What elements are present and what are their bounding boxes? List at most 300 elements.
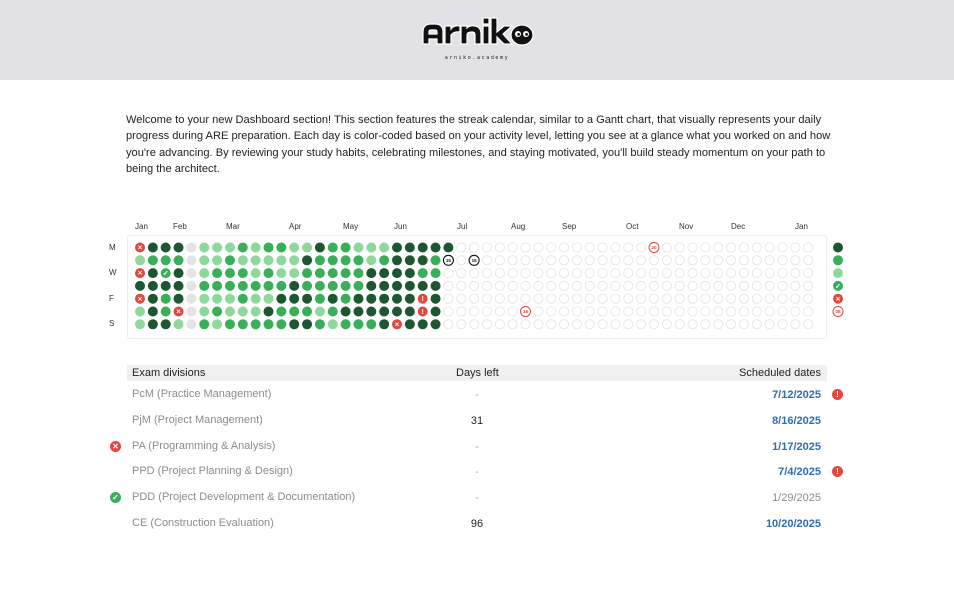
future-day[interactable]: [572, 281, 581, 290]
calendar-day[interactable]: [418, 243, 428, 253]
future-day[interactable]: [547, 307, 556, 316]
calendar-day[interactable]: [392, 281, 402, 291]
calendar-day[interactable]: [833, 243, 843, 253]
calendar-day[interactable]: [405, 255, 415, 265]
calendar-day[interactable]: [135, 307, 145, 317]
calendar-day[interactable]: [264, 268, 274, 278]
calendar-day[interactable]: [418, 281, 428, 291]
calendar-day[interactable]: [212, 243, 222, 253]
calendar-day[interactable]: [431, 268, 441, 278]
future-day[interactable]: [727, 294, 736, 303]
calendar-day[interactable]: [418, 268, 428, 278]
future-day[interactable]: [727, 281, 736, 290]
future-day[interactable]: [714, 269, 723, 278]
calendar-day[interactable]: [353, 243, 363, 253]
future-day[interactable]: [739, 320, 748, 329]
future-day[interactable]: [521, 281, 530, 290]
future-day[interactable]: [804, 320, 813, 329]
calendar-day[interactable]: [238, 268, 248, 278]
calendar-day[interactable]: [199, 294, 209, 304]
calendar-day[interactable]: [212, 255, 222, 265]
calendar-day[interactable]: [302, 319, 312, 329]
calendar-day[interactable]: [276, 255, 286, 265]
future-day[interactable]: [791, 243, 800, 252]
future-day[interactable]: [752, 243, 761, 252]
future-day[interactable]: [559, 243, 568, 252]
calendar-day[interactable]: [833, 268, 843, 278]
future-day[interactable]: [778, 243, 787, 252]
calendar-day[interactable]: [431, 281, 441, 291]
calendar-day[interactable]: [251, 294, 261, 304]
future-day[interactable]: [804, 281, 813, 290]
calendar-day[interactable]: [315, 243, 325, 253]
future-day[interactable]: [752, 320, 761, 329]
calendar-day[interactable]: [353, 307, 363, 317]
calendar-day[interactable]: [405, 243, 415, 253]
future-day[interactable]: [470, 243, 479, 252]
future-day[interactable]: [688, 307, 697, 316]
future-day[interactable]: [688, 269, 697, 278]
exam-scheduled-date[interactable]: 7/4/2025: [778, 466, 821, 479]
future-day[interactable]: [585, 307, 594, 316]
exam-division-name[interactable]: CE (Construction Evaluation): [132, 517, 274, 529]
calendar-day[interactable]: [238, 319, 248, 329]
future-day[interactable]: [572, 243, 581, 252]
future-day[interactable]: [688, 281, 697, 290]
calendar-day[interactable]: [199, 255, 209, 265]
calendar-day[interactable]: [366, 307, 376, 317]
future-day[interactable]: [675, 243, 684, 252]
future-day[interactable]: [470, 307, 479, 316]
future-day[interactable]: [585, 243, 594, 252]
future-day[interactable]: [637, 269, 646, 278]
future-day[interactable]: [598, 256, 607, 265]
calendar-day[interactable]: [276, 243, 286, 253]
future-day[interactable]: [534, 294, 543, 303]
calendar-day[interactable]: [302, 255, 312, 265]
future-day[interactable]: [482, 256, 491, 265]
calendar-day[interactable]: [341, 294, 351, 304]
future-day[interactable]: [495, 256, 504, 265]
future-day[interactable]: [637, 294, 646, 303]
future-day[interactable]: [611, 320, 620, 329]
calendar-day[interactable]: [264, 307, 274, 317]
calendar-day[interactable]: [353, 294, 363, 304]
future-day[interactable]: [701, 256, 710, 265]
future-day[interactable]: [662, 243, 671, 252]
calendar-day[interactable]: [212, 319, 222, 329]
calendar-day[interactable]: [431, 294, 441, 304]
future-day[interactable]: [482, 320, 491, 329]
alert-icon[interactable]: !: [832, 466, 843, 477]
future-day[interactable]: [572, 256, 581, 265]
calendar-day[interactable]: [161, 255, 171, 265]
future-day[interactable]: [495, 269, 504, 278]
future-day[interactable]: [508, 320, 517, 329]
calendar-day[interactable]: [161, 319, 171, 329]
future-day[interactable]: [495, 320, 504, 329]
future-day[interactable]: [778, 256, 787, 265]
future-day[interactable]: [752, 256, 761, 265]
exam-division-name[interactable]: PPD (Project Planning & Design): [132, 465, 293, 478]
calendar-day[interactable]: [405, 268, 415, 278]
calendar-day[interactable]: [264, 281, 274, 291]
future-day[interactable]: [559, 294, 568, 303]
calendar-day[interactable]: [174, 319, 184, 329]
future-day[interactable]: [804, 269, 813, 278]
alert-icon[interactable]: !: [832, 389, 843, 400]
calendar-day[interactable]: [366, 281, 376, 291]
calendar-day[interactable]: [341, 319, 351, 329]
future-day[interactable]: [662, 269, 671, 278]
future-day[interactable]: [714, 320, 723, 329]
calendar-day[interactable]: [212, 281, 222, 291]
calendar-day[interactable]: [405, 294, 415, 304]
calendar-day[interactable]: [135, 281, 145, 291]
calendar-day[interactable]: [353, 281, 363, 291]
exam-scheduled-date[interactable]: 8/16/2025: [772, 414, 821, 427]
calendar-day[interactable]: [366, 294, 376, 304]
calendar-day[interactable]: [199, 307, 209, 317]
calendar-day[interactable]: [328, 255, 338, 265]
calendar-day[interactable]: [353, 319, 363, 329]
exam-division-name[interactable]: PA (Programming & Analysis): [132, 439, 276, 452]
calendar-day[interactable]: [289, 319, 299, 329]
calendar-day[interactable]: [251, 243, 261, 253]
future-day[interactable]: [688, 294, 697, 303]
calendar-day[interactable]: [443, 243, 453, 253]
future-day[interactable]: [534, 256, 543, 265]
future-day[interactable]: [611, 281, 620, 290]
calendar-day[interactable]: [161, 307, 171, 317]
future-day[interactable]: [624, 256, 633, 265]
calendar-day[interactable]: [238, 243, 248, 253]
calendar-day[interactable]: [264, 243, 274, 253]
calendar-day[interactable]: [212, 307, 222, 317]
calendar-day[interactable]: [392, 268, 402, 278]
future-day[interactable]: [637, 320, 646, 329]
future-day[interactable]: [547, 281, 556, 290]
calendar-day[interactable]: [174, 268, 184, 278]
future-day[interactable]: [598, 243, 607, 252]
exam-scheduled-date[interactable]: 10/20/2025: [765, 518, 821, 530]
calendar-day[interactable]: [148, 268, 158, 278]
calendar-day[interactable]: [315, 255, 325, 265]
calendar-day[interactable]: [135, 255, 145, 265]
future-day[interactable]: [701, 320, 710, 329]
future-day[interactable]: [765, 307, 774, 316]
future-day[interactable]: [624, 281, 633, 290]
calendar-day[interactable]: [431, 255, 441, 265]
calendar-day[interactable]: [251, 319, 261, 329]
calendar-day[interactable]: [315, 319, 325, 329]
calendar-day[interactable]: [405, 307, 415, 317]
calendar-day[interactable]: [174, 255, 184, 265]
calendar-day[interactable]: [174, 243, 184, 253]
calendar-day[interactable]: [238, 281, 248, 291]
future-day[interactable]: [559, 256, 568, 265]
future-day[interactable]: [482, 269, 491, 278]
future-day[interactable]: [611, 269, 620, 278]
future-day[interactable]: [495, 307, 504, 316]
future-day[interactable]: [611, 243, 620, 252]
future-day[interactable]: [611, 294, 620, 303]
future-day[interactable]: [662, 281, 671, 290]
future-day[interactable]: [804, 243, 813, 252]
future-day[interactable]: [624, 269, 633, 278]
future-day[interactable]: [701, 243, 710, 252]
future-day[interactable]: [611, 307, 620, 316]
calendar-day[interactable]: [366, 255, 376, 265]
future-day[interactable]: [559, 320, 568, 329]
future-day[interactable]: [444, 320, 453, 329]
calendar-day[interactable]: [289, 281, 299, 291]
calendar-day[interactable]: [161, 243, 171, 253]
calendar-day[interactable]: [251, 255, 261, 265]
calendar-day[interactable]: [186, 243, 196, 253]
calendar-day[interactable]: [341, 243, 351, 253]
future-day[interactable]: [624, 294, 633, 303]
exam-division-name[interactable]: PcM (Practice Management): [132, 388, 272, 400]
future-day[interactable]: [508, 256, 517, 265]
future-day[interactable]: [791, 281, 800, 290]
calendar-day[interactable]: [225, 268, 235, 278]
calendar-day[interactable]: [135, 319, 145, 329]
calendar-day[interactable]: [238, 307, 248, 317]
calendar-day[interactable]: [186, 319, 196, 329]
calendar-day[interactable]: [186, 268, 196, 278]
future-day[interactable]: [611, 256, 620, 265]
future-day[interactable]: [470, 281, 479, 290]
calendar-day[interactable]: [225, 255, 235, 265]
calendar-day[interactable]: [225, 281, 235, 291]
exam-scheduled-date[interactable]: 7/12/2025: [772, 389, 821, 401]
future-day[interactable]: [547, 269, 556, 278]
future-day[interactable]: [804, 256, 813, 265]
calendar-day[interactable]: [251, 307, 261, 317]
calendar-day[interactable]: [225, 319, 235, 329]
calendar-day[interactable]: [276, 307, 286, 317]
calendar-day[interactable]: [366, 319, 376, 329]
future-day[interactable]: [559, 307, 568, 316]
calendar-day[interactable]: [379, 255, 389, 265]
future-day[interactable]: [559, 281, 568, 290]
future-day[interactable]: [675, 256, 684, 265]
future-day[interactable]: [778, 281, 787, 290]
future-day[interactable]: [714, 281, 723, 290]
future-day[interactable]: [765, 243, 774, 252]
calendar-day[interactable]: [341, 268, 351, 278]
calendar-day[interactable]: [161, 294, 171, 304]
future-day[interactable]: [559, 269, 568, 278]
future-day[interactable]: [470, 294, 479, 303]
future-day[interactable]: [457, 320, 466, 329]
future-day[interactable]: [701, 269, 710, 278]
future-day[interactable]: [675, 269, 684, 278]
calendar-day[interactable]: [276, 319, 286, 329]
future-day[interactable]: [572, 294, 581, 303]
calendar-day[interactable]: [315, 268, 325, 278]
calendar-day[interactable]: [302, 307, 312, 317]
future-day[interactable]: [534, 269, 543, 278]
future-day[interactable]: [791, 269, 800, 278]
future-day[interactable]: [585, 281, 594, 290]
future-day[interactable]: [624, 243, 633, 252]
calendar-day[interactable]: [833, 255, 843, 265]
calendar-day[interactable]: [199, 268, 209, 278]
calendar-day[interactable]: [328, 268, 338, 278]
calendar-day[interactable]: [379, 294, 389, 304]
future-day[interactable]: [701, 307, 710, 316]
future-day[interactable]: [521, 320, 530, 329]
future-day[interactable]: [457, 281, 466, 290]
future-day[interactable]: [521, 256, 530, 265]
future-day[interactable]: [457, 294, 466, 303]
calendar-day[interactable]: [186, 307, 196, 317]
future-day[interactable]: [508, 269, 517, 278]
calendar-day[interactable]: [315, 307, 325, 317]
future-day[interactable]: [637, 307, 646, 316]
calendar-day[interactable]: [353, 268, 363, 278]
future-day[interactable]: [585, 269, 594, 278]
future-day[interactable]: [765, 281, 774, 290]
calendar-day[interactable]: [212, 268, 222, 278]
future-day[interactable]: [649, 269, 658, 278]
future-day[interactable]: [482, 243, 491, 252]
calendar-day[interactable]: [186, 255, 196, 265]
future-day[interactable]: [688, 320, 697, 329]
calendar-day[interactable]: [302, 281, 312, 291]
calendar-day[interactable]: [328, 319, 338, 329]
calendar-day[interactable]: [238, 294, 248, 304]
future-day[interactable]: [701, 294, 710, 303]
calendar-day[interactable]: [379, 307, 389, 317]
future-day[interactable]: [637, 281, 646, 290]
future-day[interactable]: [649, 320, 658, 329]
future-day[interactable]: [572, 307, 581, 316]
calendar-day[interactable]: [341, 281, 351, 291]
exam-division-name[interactable]: PjM (Project Management): [132, 413, 263, 426]
calendar-day[interactable]: [405, 319, 415, 329]
future-day[interactable]: [547, 256, 556, 265]
calendar-day[interactable]: [431, 307, 441, 317]
calendar-day[interactable]: [366, 268, 376, 278]
calendar-day[interactable]: [148, 255, 158, 265]
calendar-day[interactable]: [276, 281, 286, 291]
future-day[interactable]: [662, 320, 671, 329]
future-day[interactable]: [521, 269, 530, 278]
calendar-day[interactable]: [379, 268, 389, 278]
future-day[interactable]: [675, 294, 684, 303]
future-day[interactable]: [727, 320, 736, 329]
future-day[interactable]: [727, 256, 736, 265]
calendar-day[interactable]: [148, 243, 158, 253]
future-day[interactable]: [508, 243, 517, 252]
future-day[interactable]: [534, 243, 543, 252]
calendar-day[interactable]: [199, 281, 209, 291]
calendar-day[interactable]: [379, 319, 389, 329]
arniko-logo[interactable]: [419, 12, 535, 64]
calendar-day[interactable]: [341, 255, 351, 265]
future-day[interactable]: [727, 269, 736, 278]
calendar-day[interactable]: [148, 307, 158, 317]
calendar-day[interactable]: [148, 281, 158, 291]
future-day[interactable]: [765, 256, 774, 265]
calendar-day[interactable]: [418, 319, 428, 329]
future-day[interactable]: [688, 243, 697, 252]
future-day[interactable]: [752, 269, 761, 278]
future-day[interactable]: [649, 256, 658, 265]
future-day[interactable]: [662, 307, 671, 316]
future-day[interactable]: [457, 256, 466, 265]
future-day[interactable]: [649, 281, 658, 290]
future-day[interactable]: [482, 307, 491, 316]
calendar-day[interactable]: [392, 294, 402, 304]
future-day[interactable]: [444, 294, 453, 303]
calendar-day[interactable]: [328, 294, 338, 304]
future-day[interactable]: [714, 256, 723, 265]
future-day[interactable]: [739, 269, 748, 278]
calendar-day[interactable]: [418, 255, 428, 265]
calendar-day[interactable]: [174, 281, 184, 291]
calendar-day[interactable]: [276, 294, 286, 304]
calendar-day[interactable]: [225, 243, 235, 253]
future-day[interactable]: [714, 294, 723, 303]
future-day[interactable]: [444, 269, 453, 278]
calendar-day[interactable]: [302, 268, 312, 278]
future-day[interactable]: [598, 294, 607, 303]
future-day[interactable]: [495, 281, 504, 290]
exam-scheduled-date[interactable]: 1/29/2025: [772, 492, 821, 505]
future-day[interactable]: [508, 294, 517, 303]
calendar-day[interactable]: [289, 255, 299, 265]
future-day[interactable]: [637, 243, 646, 252]
exam-scheduled-date[interactable]: 1/17/2025: [772, 440, 821, 453]
calendar-day[interactable]: [174, 294, 184, 304]
calendar-day[interactable]: [238, 255, 248, 265]
future-day[interactable]: [662, 294, 671, 303]
future-day[interactable]: [791, 320, 800, 329]
calendar-day[interactable]: [289, 243, 299, 253]
calendar-day[interactable]: [392, 243, 402, 253]
calendar-day[interactable]: [186, 281, 196, 291]
future-day[interactable]: [598, 269, 607, 278]
calendar-day[interactable]: [251, 268, 261, 278]
calendar-day[interactable]: [199, 319, 209, 329]
calendar-day[interactable]: [289, 294, 299, 304]
future-day[interactable]: [482, 281, 491, 290]
future-day[interactable]: [739, 256, 748, 265]
future-day[interactable]: [508, 281, 517, 290]
future-day[interactable]: [624, 307, 633, 316]
future-day[interactable]: [482, 294, 491, 303]
future-day[interactable]: [495, 243, 504, 252]
future-day[interactable]: [739, 294, 748, 303]
future-day[interactable]: [752, 294, 761, 303]
calendar-day[interactable]: [212, 294, 222, 304]
calendar-day[interactable]: [341, 307, 351, 317]
calendar-day[interactable]: [379, 243, 389, 253]
future-day[interactable]: [508, 307, 517, 316]
calendar-day[interactable]: [328, 243, 338, 253]
calendar-day[interactable]: [328, 307, 338, 317]
future-day[interactable]: [547, 243, 556, 252]
exam-division-name[interactable]: PDD (Project Development & Documentation): [132, 491, 356, 504]
future-day[interactable]: [534, 320, 543, 329]
calendar-day[interactable]: [264, 294, 274, 304]
future-day[interactable]: [727, 307, 736, 316]
future-day[interactable]: [547, 320, 556, 329]
